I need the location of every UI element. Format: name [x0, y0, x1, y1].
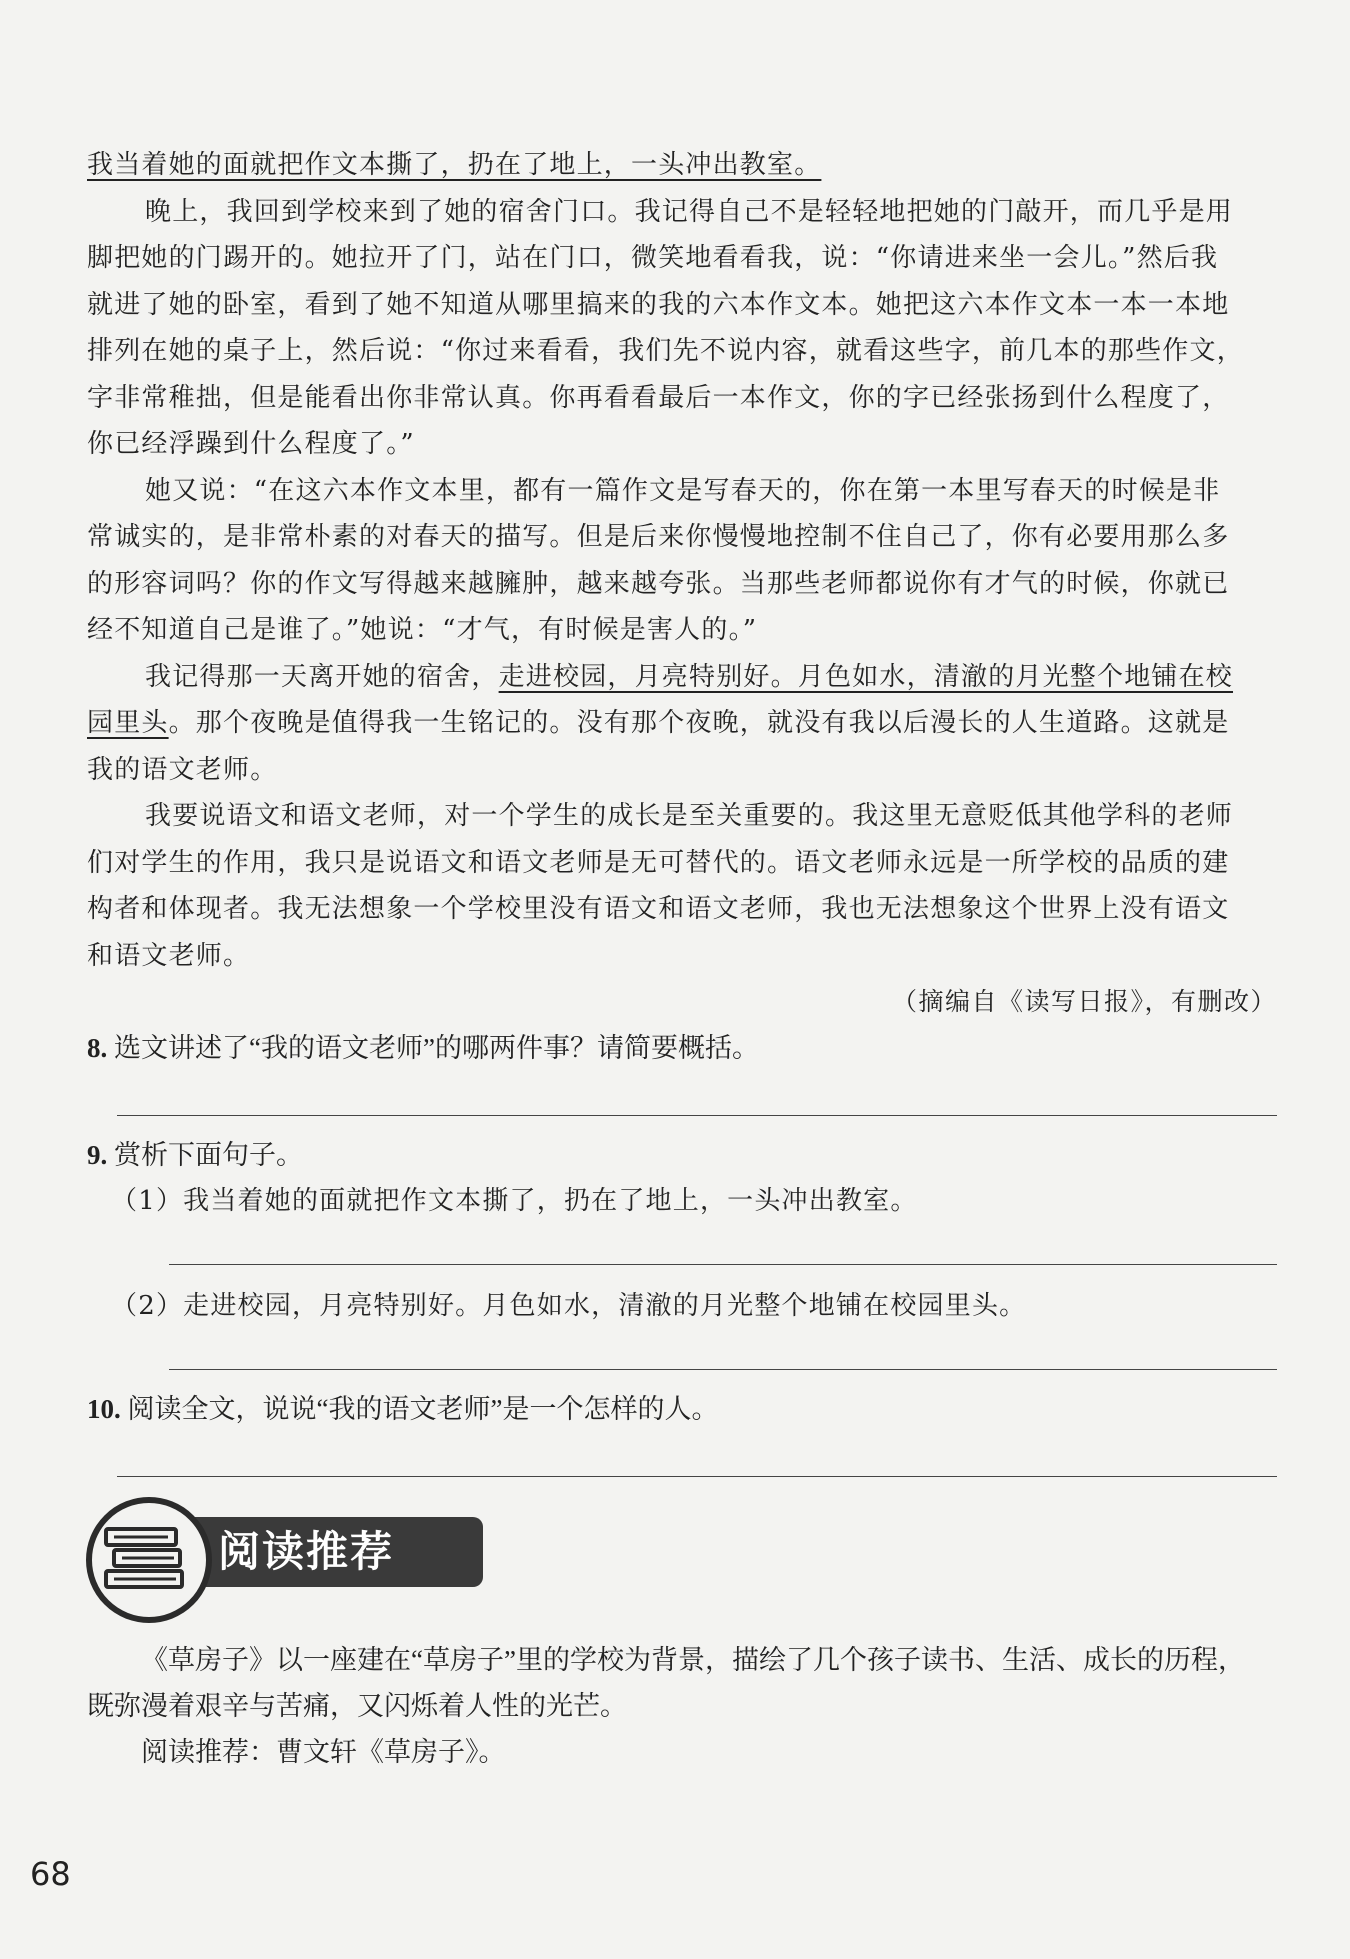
passage-line: 构者和体现者。我无法想象一个学校里没有语文和语文老师，我也无法想象这个世界上没有语文 [87, 894, 1230, 924]
question-9-1: （1）我当着她的面就把作文本撕了，扔在了地上，一头冲出教室。 [111, 1186, 918, 1216]
passage-line: 就进了她的卧室，看到了她不知道从哪里搞来的我的六本作文本。她把这六本作文本一本一本地 [87, 289, 1230, 320]
passage-line: 字非常稚拙，但是能看出你非常认真。你再看看最后一本作文，你的字已经张扬到什么程度了， [87, 382, 1230, 413]
question-8-prompt [87, 1025, 1277, 1071]
passage-line: 你已经浮躁到什么程度了。” [87, 429, 415, 459]
underlined-sentence-1: 我当着她的面就把作文本撕了，扔在了地上，一头冲出教室。 [87, 150, 822, 180]
passage-line: 我要说语文和语文老师，对一个学生的成长是至关重要的。我这里无意贬低其他学科的老师 [145, 801, 1234, 831]
recommendation-text [87, 1637, 1277, 1775]
question-number: 9. [87, 1140, 108, 1170]
question-text: 阅读全文，说说“我的语文老师”是一个怎样的人。 [127, 1394, 719, 1424]
answer-line-q9-1[interactable] [169, 1264, 1277, 1265]
page-number: 68 [30, 1855, 71, 1893]
passage-line: 的形容词吗？你的作文写得越来越臃肿，越来越夸张。当那些老师都说你有才气的时候，你就已 [87, 568, 1230, 599]
paragraph-4 [87, 654, 1277, 794]
passage-line-1 [87, 142, 1277, 189]
passage-line: 排列在她的桌子上，然后说：“你过来看看，我们先不说内容，就看这些字，前几本的那些作文， [87, 336, 1244, 366]
reading-passage [87, 142, 1277, 1477]
passage-line: 们对学生的作用，我只是说语文和语文老师是无可替代的。语文老师永远是一所学校的品质的建 [87, 847, 1230, 878]
paragraph-3 [87, 468, 1277, 654]
passage-line: 和语文老师。 [87, 940, 251, 971]
banner-title: 阅读推荐 [218, 1527, 395, 1576]
underlined-sentence-2a: 走进校园，月亮特别好。月色如水，清澈的月光整个地铺在校 [498, 661, 1234, 692]
passage-line [87, 700, 1277, 747]
recommendation-line: 《草房子》以一座建在“草房子”里的学校为背景，描绘了几个孩子读书、生活、成长的历程， [141, 1645, 1245, 1675]
passage-line: 经不知道自己是谁了。”她说：“才气，有时候是害人的。” [87, 615, 758, 645]
question-9 [87, 1132, 1277, 1370]
recommended-book: 阅读推荐：曹文轩《草房子》。 [141, 1737, 506, 1767]
paragraph-5 [87, 793, 1277, 979]
question-8 [87, 1025, 1277, 1116]
passage-line: 我的语文老师。 [87, 754, 278, 785]
passage-line: 她又说：“在这六本作文本里，都有一篇作文是写春天的，你在第一本里写春天的时候是非 [145, 475, 1221, 506]
passage-line: 晚上，我回到学校来到了她的宿舍门口。我记得自己不是轻轻地把她的门敲开，而几乎是用 [145, 196, 1234, 227]
answer-line-q10[interactable] [117, 1476, 1277, 1477]
question-text: 赏析下面句子。 [114, 1140, 303, 1170]
passage-line [87, 654, 1277, 701]
question-number: 8. [87, 1033, 108, 1063]
paragraph-2 [87, 189, 1277, 468]
source-citation: （摘编自《读写日报》，有删改） [891, 987, 1277, 1016]
reading-recommendation-banner [86, 1497, 406, 1622]
text-span: 我记得那一天离开她的宿舍， [145, 661, 499, 692]
recommendation-line: 既弥漫着艰辛与苦痛，又闪烁着人性的光芒。 [87, 1691, 627, 1721]
question-10-prompt [87, 1386, 1277, 1432]
answer-line-q9-2[interactable] [169, 1369, 1277, 1370]
underlined-sentence-2b: 园里头 [87, 708, 169, 738]
question-9-2: （2）走进校园，月亮特别好。月色如水，清澈的月光整个地铺在校园里头。 [111, 1291, 1027, 1321]
books-icon [104, 1523, 188, 1593]
text-span: 。那个夜晚是值得我一生铭记的。没有那个夜晚，就没有我以后漫长的人生道路。这就是 [168, 708, 1230, 738]
answer-line-q8[interactable] [117, 1115, 1277, 1116]
question-text: 选文讲述了“我的语文老师”的哪两件事？请简要概括。 [114, 1033, 759, 1063]
question-number: 10. [87, 1394, 121, 1424]
question-10 [87, 1386, 1277, 1477]
passage-line: 脚把她的门踢开的。她拉开了门，站在门口，微笑地看看我，说：“你请进来坐一会儿。”然后我 [87, 243, 1219, 273]
passage-line: 常诚实的，是非常朴素的对春天的描写。但是后来你慢慢地控制不住自己了，你有必要用那么多 [87, 522, 1230, 552]
question-9-prompt [87, 1132, 1277, 1178]
